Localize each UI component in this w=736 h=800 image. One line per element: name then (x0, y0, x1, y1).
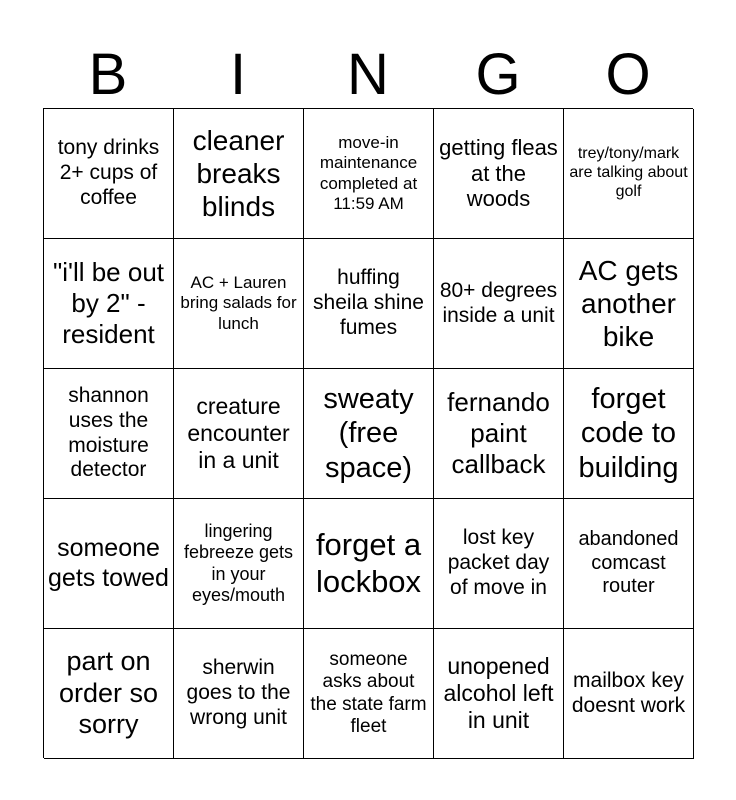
bingo-cell[interactable] (564, 499, 694, 629)
cell-text: someone gets towed (48, 534, 169, 592)
cell-text: getting fleas at the woods (439, 134, 558, 212)
bingo-cell[interactable] (304, 629, 434, 759)
cell-text: tony drinks 2+ cups of coffee (57, 136, 160, 209)
bingo-cell[interactable] (564, 629, 694, 759)
bingo-cell[interactable] (434, 499, 564, 629)
cell-text: forget a lockbox (315, 526, 422, 599)
cell-text: cleaner breaks blinds (192, 124, 285, 223)
cell-text: unopened alcohol left in unit (443, 652, 554, 734)
bingo-cell[interactable] (174, 369, 304, 499)
bingo-cell[interactable] (44, 239, 174, 369)
bingo-header (43, 42, 693, 108)
header-letter-n: N (347, 42, 389, 107)
bingo-cell[interactable] (304, 499, 434, 629)
bingo-cell[interactable] (434, 629, 564, 759)
cell-text: AC gets another bike (578, 254, 679, 353)
bingo-cell[interactable] (434, 369, 564, 499)
cell-text: someone asks about the state farm fleet (310, 648, 427, 737)
cell-text: fernando paint callback (447, 387, 550, 479)
cell-text: "i'll be out by 2" -resident (52, 257, 165, 349)
bingo-cell[interactable] (564, 369, 694, 499)
cell-text: sweaty (free space) (323, 383, 414, 484)
cell-text: creature encounter in a unit (187, 392, 290, 474)
cell-text: mailbox key doesnt work (571, 668, 686, 717)
cell-text: sherwin goes to the wrong unit (186, 656, 291, 729)
cell-text: move-in maintenance completed at 11:59 AM (319, 133, 418, 213)
bingo-cell[interactable] (44, 629, 174, 759)
bingo-cell[interactable] (44, 369, 174, 499)
cell-text: 80+ degrees inside a unit (439, 278, 558, 327)
bingo-cell[interactable] (44, 499, 174, 629)
header-letter-g: G (475, 42, 521, 107)
cell-text: huffing sheila shine fumes (313, 266, 424, 339)
free-space-cell[interactable] (304, 369, 434, 499)
bingo-cell[interactable] (174, 239, 304, 369)
bingo-cell[interactable] (434, 239, 564, 369)
cell-text: part on order so sorry (58, 645, 159, 740)
bingo-cell[interactable] (44, 109, 174, 239)
cell-text: AC + Lauren bring salads for lunch (180, 273, 297, 333)
bingo-grid (43, 108, 693, 758)
cell-text: trey/tony/mark are talking about golf (569, 145, 688, 200)
bingo-cell[interactable] (174, 499, 304, 629)
header-letter-b: B (88, 42, 128, 107)
header-letter-o: O (605, 42, 651, 107)
cell-text: shannon uses the moisture detector (68, 383, 149, 482)
bingo-cell[interactable] (174, 629, 304, 759)
bingo-cell[interactable] (564, 109, 694, 239)
bingo-cell[interactable] (304, 109, 434, 239)
bingo-cell[interactable] (564, 239, 694, 369)
bingo-cell[interactable] (174, 109, 304, 239)
bingo-cell[interactable] (304, 239, 434, 369)
cell-text: abandoned comcast router (578, 528, 679, 598)
cell-text: lost key packet day of move in (447, 526, 550, 599)
cell-text: forget code to building (578, 383, 679, 484)
cell-text: lingering febreeze gets in your eyes/mouth (183, 521, 294, 605)
bingo-cell[interactable] (434, 109, 564, 239)
header-letter-i: I (229, 42, 247, 107)
